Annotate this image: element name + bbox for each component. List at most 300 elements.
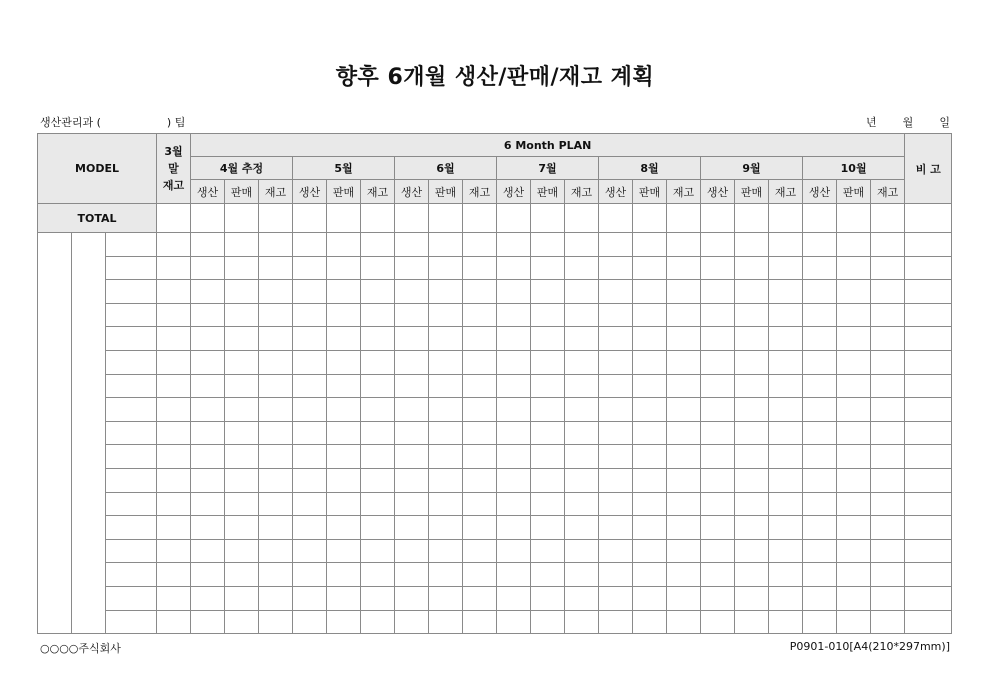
table-cell[interactable] bbox=[871, 563, 905, 587]
table-cell[interactable] bbox=[633, 539, 667, 563]
table-cell[interactable] bbox=[701, 539, 735, 563]
table-cell[interactable] bbox=[905, 327, 952, 351]
table-cell[interactable] bbox=[259, 303, 293, 327]
model-name-cell[interactable] bbox=[106, 374, 157, 398]
table-cell[interactable] bbox=[361, 468, 395, 492]
table-cell[interactable] bbox=[735, 468, 769, 492]
table-cell[interactable] bbox=[157, 492, 191, 516]
table-cell[interactable] bbox=[429, 350, 463, 374]
table-cell[interactable] bbox=[531, 398, 565, 422]
table-cell[interactable] bbox=[259, 233, 293, 257]
model-name-cell[interactable] bbox=[106, 421, 157, 445]
table-cell[interactable] bbox=[735, 586, 769, 610]
table-cell[interactable] bbox=[599, 586, 633, 610]
table-cell[interactable] bbox=[361, 350, 395, 374]
table-cell[interactable] bbox=[871, 445, 905, 469]
table-cell[interactable] bbox=[769, 398, 803, 422]
table-cell[interactable] bbox=[157, 374, 191, 398]
table-cell[interactable] bbox=[225, 350, 259, 374]
table-cell[interactable] bbox=[259, 445, 293, 469]
table-cell[interactable] bbox=[803, 445, 837, 469]
table-cell[interactable] bbox=[327, 398, 361, 422]
table-cell[interactable] bbox=[225, 303, 259, 327]
table-cell[interactable] bbox=[463, 256, 497, 280]
table-cell[interactable] bbox=[565, 445, 599, 469]
table-cell[interactable] bbox=[599, 280, 633, 304]
table-cell[interactable] bbox=[565, 468, 599, 492]
table-cell[interactable] bbox=[225, 610, 259, 634]
table-cell[interactable] bbox=[225, 256, 259, 280]
model-name-cell[interactable] bbox=[106, 327, 157, 351]
table-cell[interactable] bbox=[837, 586, 871, 610]
table-cell[interactable] bbox=[667, 374, 701, 398]
table-cell[interactable] bbox=[497, 610, 531, 634]
table-cell[interactable] bbox=[803, 586, 837, 610]
table-cell[interactable] bbox=[497, 280, 531, 304]
table-cell[interactable] bbox=[259, 468, 293, 492]
table-cell[interactable] bbox=[429, 610, 463, 634]
table-cell[interactable] bbox=[463, 563, 497, 587]
table-cell[interactable] bbox=[157, 421, 191, 445]
table-cell[interactable] bbox=[837, 563, 871, 587]
table-cell[interactable] bbox=[531, 445, 565, 469]
table-cell[interactable] bbox=[905, 398, 952, 422]
table-cell[interactable] bbox=[225, 280, 259, 304]
table-cell[interactable] bbox=[157, 256, 191, 280]
table-cell[interactable] bbox=[735, 374, 769, 398]
table-cell[interactable] bbox=[667, 610, 701, 634]
table-cell[interactable] bbox=[327, 303, 361, 327]
table-cell[interactable] bbox=[871, 492, 905, 516]
table-cell[interactable] bbox=[803, 492, 837, 516]
table-cell[interactable] bbox=[259, 398, 293, 422]
total-cell[interactable] bbox=[633, 204, 667, 233]
table-cell[interactable] bbox=[633, 445, 667, 469]
table-cell[interactable] bbox=[667, 563, 701, 587]
table-cell[interactable] bbox=[803, 539, 837, 563]
table-cell[interactable] bbox=[429, 327, 463, 351]
table-cell[interactable] bbox=[769, 256, 803, 280]
model-name-cell[interactable] bbox=[106, 563, 157, 587]
table-cell[interactable] bbox=[259, 280, 293, 304]
table-cell[interactable] bbox=[531, 256, 565, 280]
table-cell[interactable] bbox=[565, 280, 599, 304]
table-cell[interactable] bbox=[905, 350, 952, 374]
table-cell[interactable] bbox=[769, 421, 803, 445]
table-cell[interactable] bbox=[497, 586, 531, 610]
table-cell[interactable] bbox=[327, 468, 361, 492]
total-cell[interactable] bbox=[803, 204, 837, 233]
table-cell[interactable] bbox=[395, 421, 429, 445]
table-cell[interactable] bbox=[735, 516, 769, 540]
table-cell[interactable] bbox=[191, 350, 225, 374]
table-cell[interactable] bbox=[293, 303, 327, 327]
table-cell[interactable] bbox=[735, 563, 769, 587]
table-cell[interactable] bbox=[531, 350, 565, 374]
table-cell[interactable] bbox=[667, 233, 701, 257]
table-cell[interactable] bbox=[429, 233, 463, 257]
table-cell[interactable] bbox=[395, 303, 429, 327]
table-cell[interactable] bbox=[837, 468, 871, 492]
model-name-cell[interactable] bbox=[106, 350, 157, 374]
table-cell[interactable] bbox=[191, 374, 225, 398]
table-cell[interactable] bbox=[735, 492, 769, 516]
table-cell[interactable] bbox=[463, 468, 497, 492]
total-cell[interactable] bbox=[259, 204, 293, 233]
table-cell[interactable] bbox=[667, 468, 701, 492]
model-name-cell[interactable] bbox=[106, 468, 157, 492]
table-cell[interactable] bbox=[803, 256, 837, 280]
table-cell[interactable] bbox=[429, 398, 463, 422]
table-cell[interactable] bbox=[871, 468, 905, 492]
table-cell[interactable] bbox=[497, 492, 531, 516]
table-cell[interactable] bbox=[803, 374, 837, 398]
table-cell[interactable] bbox=[633, 374, 667, 398]
table-cell[interactable] bbox=[667, 280, 701, 304]
table-cell[interactable] bbox=[463, 280, 497, 304]
table-cell[interactable] bbox=[803, 516, 837, 540]
table-cell[interactable] bbox=[667, 586, 701, 610]
table-cell[interactable] bbox=[395, 350, 429, 374]
table-cell[interactable] bbox=[293, 468, 327, 492]
table-cell[interactable] bbox=[735, 327, 769, 351]
table-cell[interactable] bbox=[599, 327, 633, 351]
table-cell[interactable] bbox=[633, 233, 667, 257]
table-cell[interactable] bbox=[293, 563, 327, 587]
table-cell[interactable] bbox=[565, 233, 599, 257]
total-cell[interactable] bbox=[327, 204, 361, 233]
table-cell[interactable] bbox=[293, 280, 327, 304]
table-cell[interactable] bbox=[599, 350, 633, 374]
table-cell[interactable] bbox=[157, 233, 191, 257]
table-cell[interactable] bbox=[633, 256, 667, 280]
table-cell[interactable] bbox=[531, 586, 565, 610]
table-cell[interactable] bbox=[531, 610, 565, 634]
table-cell[interactable] bbox=[769, 350, 803, 374]
table-cell[interactable] bbox=[599, 610, 633, 634]
table-cell[interactable] bbox=[599, 256, 633, 280]
total-cell[interactable] bbox=[395, 204, 429, 233]
table-cell[interactable] bbox=[871, 610, 905, 634]
table-cell[interactable] bbox=[191, 563, 225, 587]
total-cell[interactable] bbox=[837, 204, 871, 233]
total-cell[interactable] bbox=[429, 204, 463, 233]
table-cell[interactable] bbox=[599, 516, 633, 540]
table-cell[interactable] bbox=[667, 516, 701, 540]
table-cell[interactable] bbox=[395, 280, 429, 304]
table-cell[interactable] bbox=[667, 256, 701, 280]
model-name-cell[interactable] bbox=[106, 256, 157, 280]
table-cell[interactable] bbox=[395, 610, 429, 634]
table-cell[interactable] bbox=[497, 398, 531, 422]
table-cell[interactable] bbox=[191, 327, 225, 351]
table-cell[interactable] bbox=[871, 350, 905, 374]
table-cell[interactable] bbox=[837, 516, 871, 540]
table-cell[interactable] bbox=[633, 610, 667, 634]
table-cell[interactable] bbox=[837, 350, 871, 374]
table-cell[interactable] bbox=[905, 563, 952, 587]
table-cell[interactable] bbox=[157, 445, 191, 469]
table-cell[interactable] bbox=[191, 233, 225, 257]
table-cell[interactable] bbox=[157, 563, 191, 587]
table-cell[interactable] bbox=[633, 468, 667, 492]
table-cell[interactable] bbox=[871, 374, 905, 398]
table-cell[interactable] bbox=[803, 563, 837, 587]
table-cell[interactable] bbox=[157, 398, 191, 422]
table-cell[interactable] bbox=[701, 398, 735, 422]
table-cell[interactable] bbox=[837, 492, 871, 516]
table-cell[interactable] bbox=[803, 350, 837, 374]
table-cell[interactable] bbox=[157, 610, 191, 634]
table-cell[interactable] bbox=[395, 374, 429, 398]
table-cell[interactable] bbox=[633, 421, 667, 445]
table-cell[interactable] bbox=[905, 492, 952, 516]
table-cell[interactable] bbox=[293, 233, 327, 257]
table-cell[interactable] bbox=[633, 516, 667, 540]
table-cell[interactable] bbox=[837, 374, 871, 398]
table-cell[interactable] bbox=[191, 539, 225, 563]
table-cell[interactable] bbox=[157, 350, 191, 374]
table-cell[interactable] bbox=[395, 563, 429, 587]
table-cell[interactable] bbox=[769, 563, 803, 587]
total-cell[interactable] bbox=[599, 204, 633, 233]
table-cell[interactable] bbox=[735, 303, 769, 327]
table-cell[interactable] bbox=[463, 539, 497, 563]
table-cell[interactable] bbox=[327, 610, 361, 634]
table-cell[interactable] bbox=[531, 516, 565, 540]
table-cell[interactable] bbox=[565, 563, 599, 587]
model-name-cell[interactable] bbox=[106, 492, 157, 516]
model-group-cell[interactable] bbox=[38, 233, 72, 634]
total-cell[interactable] bbox=[293, 204, 327, 233]
table-cell[interactable] bbox=[225, 421, 259, 445]
table-cell[interactable] bbox=[735, 398, 769, 422]
table-cell[interactable] bbox=[837, 445, 871, 469]
table-cell[interactable] bbox=[599, 233, 633, 257]
table-cell[interactable] bbox=[327, 539, 361, 563]
table-cell[interactable] bbox=[463, 398, 497, 422]
table-cell[interactable] bbox=[293, 327, 327, 351]
table-cell[interactable] bbox=[361, 586, 395, 610]
model-name-cell[interactable] bbox=[106, 398, 157, 422]
table-cell[interactable] bbox=[429, 492, 463, 516]
table-cell[interactable] bbox=[599, 303, 633, 327]
table-cell[interactable] bbox=[667, 303, 701, 327]
table-cell[interactable] bbox=[463, 610, 497, 634]
table-cell[interactable] bbox=[225, 563, 259, 587]
table-cell[interactable] bbox=[429, 421, 463, 445]
table-cell[interactable] bbox=[837, 256, 871, 280]
table-cell[interactable] bbox=[905, 610, 952, 634]
table-cell[interactable] bbox=[701, 303, 735, 327]
table-cell[interactable] bbox=[361, 563, 395, 587]
table-cell[interactable] bbox=[599, 563, 633, 587]
table-cell[interactable] bbox=[905, 233, 952, 257]
table-cell[interactable] bbox=[633, 350, 667, 374]
table-cell[interactable] bbox=[361, 374, 395, 398]
table-cell[interactable] bbox=[837, 421, 871, 445]
table-cell[interactable] bbox=[701, 350, 735, 374]
table-cell[interactable] bbox=[701, 233, 735, 257]
table-cell[interactable] bbox=[327, 374, 361, 398]
table-cell[interactable] bbox=[463, 374, 497, 398]
model-name-cell[interactable] bbox=[106, 233, 157, 257]
table-cell[interactable] bbox=[735, 233, 769, 257]
table-cell[interactable] bbox=[429, 539, 463, 563]
model-name-cell[interactable] bbox=[106, 445, 157, 469]
table-cell[interactable] bbox=[769, 445, 803, 469]
table-cell[interactable] bbox=[565, 327, 599, 351]
table-cell[interactable] bbox=[837, 303, 871, 327]
table-cell[interactable] bbox=[735, 610, 769, 634]
table-cell[interactable] bbox=[225, 445, 259, 469]
table-cell[interactable] bbox=[633, 492, 667, 516]
table-cell[interactable] bbox=[667, 539, 701, 563]
table-cell[interactable] bbox=[259, 327, 293, 351]
table-cell[interactable] bbox=[565, 398, 599, 422]
table-cell[interactable] bbox=[701, 374, 735, 398]
table-cell[interactable] bbox=[327, 256, 361, 280]
table-cell[interactable] bbox=[225, 374, 259, 398]
table-cell[interactable] bbox=[191, 468, 225, 492]
table-cell[interactable] bbox=[395, 327, 429, 351]
table-cell[interactable] bbox=[565, 350, 599, 374]
table-cell[interactable] bbox=[429, 563, 463, 587]
table-cell[interactable] bbox=[565, 610, 599, 634]
table-cell[interactable] bbox=[395, 539, 429, 563]
table-cell[interactable] bbox=[259, 516, 293, 540]
table-cell[interactable] bbox=[497, 327, 531, 351]
table-cell[interactable] bbox=[837, 610, 871, 634]
table-cell[interactable] bbox=[259, 610, 293, 634]
table-cell[interactable] bbox=[905, 468, 952, 492]
table-cell[interactable] bbox=[905, 516, 952, 540]
table-cell[interactable] bbox=[769, 280, 803, 304]
table-cell[interactable] bbox=[667, 350, 701, 374]
table-cell[interactable] bbox=[293, 539, 327, 563]
table-cell[interactable] bbox=[225, 233, 259, 257]
table-cell[interactable] bbox=[667, 492, 701, 516]
total-cell[interactable] bbox=[463, 204, 497, 233]
table-cell[interactable] bbox=[429, 445, 463, 469]
table-cell[interactable] bbox=[599, 421, 633, 445]
table-cell[interactable] bbox=[361, 280, 395, 304]
table-cell[interactable] bbox=[803, 233, 837, 257]
table-cell[interactable] bbox=[293, 445, 327, 469]
table-cell[interactable] bbox=[497, 468, 531, 492]
table-cell[interactable] bbox=[225, 468, 259, 492]
table-cell[interactable] bbox=[633, 280, 667, 304]
total-cell[interactable] bbox=[565, 204, 599, 233]
model-name-cell[interactable] bbox=[106, 586, 157, 610]
total-cell[interactable] bbox=[497, 204, 531, 233]
table-cell[interactable] bbox=[395, 586, 429, 610]
table-cell[interactable] bbox=[497, 303, 531, 327]
table-cell[interactable] bbox=[191, 492, 225, 516]
table-cell[interactable] bbox=[837, 327, 871, 351]
table-cell[interactable] bbox=[701, 421, 735, 445]
total-cell[interactable] bbox=[191, 204, 225, 233]
table-cell[interactable] bbox=[905, 586, 952, 610]
table-cell[interactable] bbox=[293, 516, 327, 540]
table-cell[interactable] bbox=[361, 492, 395, 516]
table-cell[interactable] bbox=[327, 563, 361, 587]
table-cell[interactable] bbox=[769, 586, 803, 610]
model-name-cell[interactable] bbox=[106, 516, 157, 540]
table-cell[interactable] bbox=[701, 468, 735, 492]
table-cell[interactable] bbox=[599, 468, 633, 492]
table-cell[interactable] bbox=[769, 233, 803, 257]
table-cell[interactable] bbox=[293, 586, 327, 610]
table-cell[interactable] bbox=[463, 492, 497, 516]
table-cell[interactable] bbox=[395, 233, 429, 257]
table-cell[interactable] bbox=[191, 256, 225, 280]
table-cell[interactable] bbox=[361, 445, 395, 469]
table-cell[interactable] bbox=[905, 445, 952, 469]
total-cell[interactable] bbox=[361, 204, 395, 233]
table-cell[interactable] bbox=[769, 468, 803, 492]
table-cell[interactable] bbox=[463, 421, 497, 445]
table-cell[interactable] bbox=[905, 303, 952, 327]
table-cell[interactable] bbox=[871, 280, 905, 304]
table-cell[interactable] bbox=[191, 280, 225, 304]
table-cell[interactable] bbox=[871, 421, 905, 445]
table-cell[interactable] bbox=[531, 280, 565, 304]
table-cell[interactable] bbox=[463, 516, 497, 540]
table-cell[interactable] bbox=[497, 374, 531, 398]
table-cell[interactable] bbox=[837, 398, 871, 422]
table-cell[interactable] bbox=[803, 398, 837, 422]
total-cell[interactable] bbox=[905, 204, 952, 233]
table-cell[interactable] bbox=[803, 327, 837, 351]
table-cell[interactable] bbox=[395, 256, 429, 280]
table-cell[interactable] bbox=[293, 398, 327, 422]
table-cell[interactable] bbox=[871, 327, 905, 351]
table-cell[interactable] bbox=[905, 421, 952, 445]
table-cell[interactable] bbox=[395, 445, 429, 469]
total-cell[interactable] bbox=[701, 204, 735, 233]
table-cell[interactable] bbox=[497, 350, 531, 374]
table-cell[interactable] bbox=[361, 233, 395, 257]
table-cell[interactable] bbox=[701, 586, 735, 610]
table-cell[interactable] bbox=[701, 492, 735, 516]
table-cell[interactable] bbox=[259, 350, 293, 374]
table-cell[interactable] bbox=[531, 303, 565, 327]
table-cell[interactable] bbox=[531, 492, 565, 516]
table-cell[interactable] bbox=[565, 303, 599, 327]
total-cell[interactable] bbox=[531, 204, 565, 233]
table-cell[interactable] bbox=[259, 586, 293, 610]
table-cell[interactable] bbox=[871, 398, 905, 422]
table-cell[interactable] bbox=[429, 256, 463, 280]
table-cell[interactable] bbox=[395, 492, 429, 516]
table-cell[interactable] bbox=[837, 280, 871, 304]
table-cell[interactable] bbox=[769, 327, 803, 351]
table-cell[interactable] bbox=[769, 539, 803, 563]
table-cell[interactable] bbox=[735, 421, 769, 445]
table-cell[interactable] bbox=[837, 539, 871, 563]
table-cell[interactable] bbox=[565, 586, 599, 610]
table-cell[interactable] bbox=[327, 350, 361, 374]
table-cell[interactable] bbox=[701, 610, 735, 634]
table-cell[interactable] bbox=[633, 327, 667, 351]
table-cell[interactable] bbox=[259, 421, 293, 445]
model-name-cell[interactable] bbox=[106, 303, 157, 327]
table-cell[interactable] bbox=[225, 516, 259, 540]
table-cell[interactable] bbox=[157, 586, 191, 610]
table-cell[interactable] bbox=[905, 539, 952, 563]
total-cell[interactable] bbox=[667, 204, 701, 233]
